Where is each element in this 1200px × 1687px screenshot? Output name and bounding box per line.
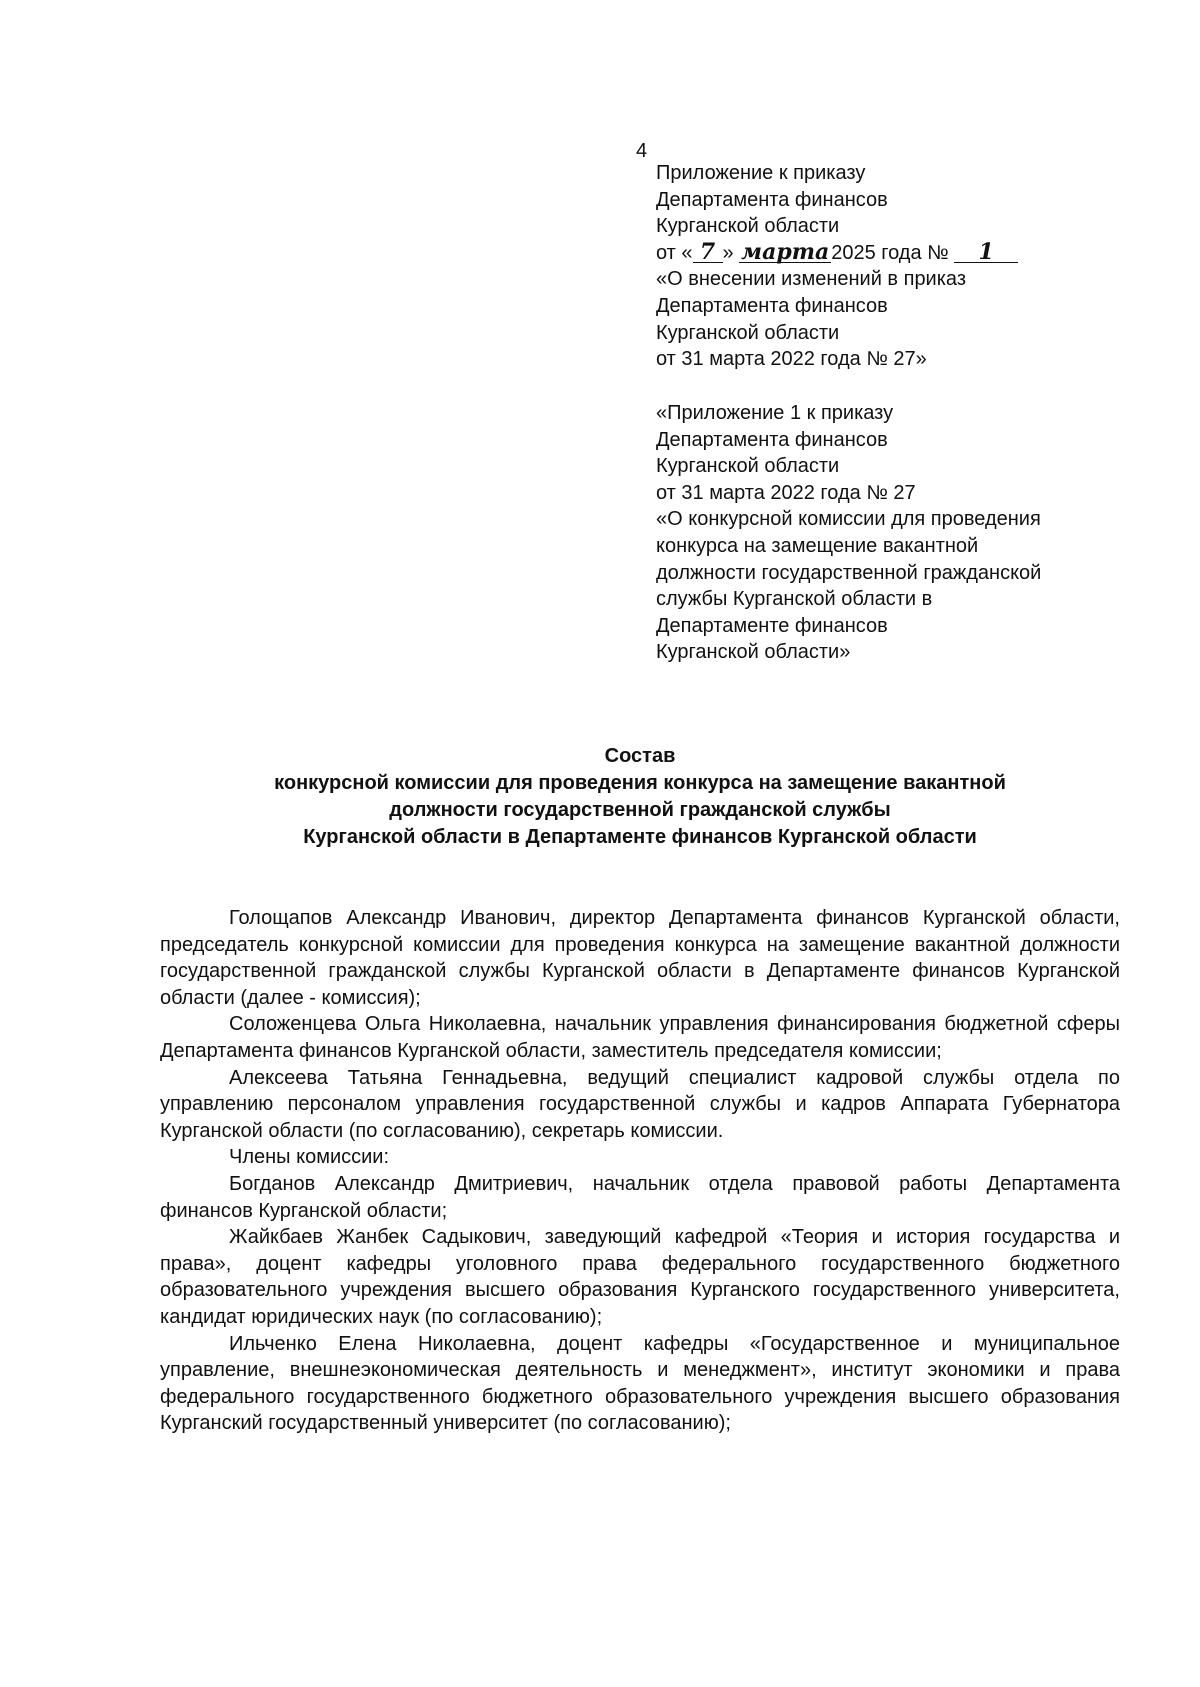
appendix-header — [656, 160, 1156, 373]
members-heading: Члены комиссии: — [229, 1146, 390, 1169]
date-mid: » — [722, 241, 734, 264]
appendix1-line: «О конкурсной комиссии для проведения — [656, 508, 1041, 531]
appendix1-header — [656, 400, 1156, 666]
commission-members — [160, 905, 1120, 1437]
appendix-title-line: от 31 марта 2022 года № 27» — [656, 348, 927, 371]
appendix1-line: Курганской области» — [656, 641, 851, 664]
appendix1-line: от 31 марта 2022 года № 27 — [656, 481, 916, 504]
member-paragraph: Жайкбаев Жанбек Садыкович, заведующий кафедрой «Теория и история государства и права», доцент кафедры уголовного права федерального государственного бюджетного образовательного учреждения высшего образования Курганского государственного университета, кандидат юридических наук (по согласованию); — [160, 1226, 1120, 1328]
date-year: 2025 года № — [831, 241, 949, 264]
appendix1-line: Департаменте финансов — [656, 614, 888, 637]
document-title — [160, 743, 1120, 851]
appendix-title-line: Департамента финансов — [656, 294, 888, 317]
appendix-line: Курганской области — [656, 215, 840, 238]
member-paragraph: Соложенцева Ольга Николаевна, начальник управления финансирования бюджетной сферы Департамента финансов Курганской области, заместитель председателя комиссии; — [160, 1013, 1120, 1062]
handwritten-order-number: 1 — [954, 242, 1018, 263]
appendix1-line: Департамента финансов — [656, 428, 888, 451]
appendix-line: Департамента финансов — [656, 188, 888, 211]
page-number: 4 — [636, 140, 648, 162]
member-paragraph: Голощапов Александр Иванович, директор Департамента финансов Курганской области, председатель конкурсной комиссии для проведения конкурса на замещение вакантной должности государственной гражданской службы Курганской области в Департаменте финансов Курганской области (далее - комиссия); — [160, 907, 1120, 1009]
appendix-title-line: Курганской области — [656, 321, 840, 344]
handwritten-month: марта — [741, 238, 830, 265]
title-line: Курганской области в Департаменте финансов Курганской области — [303, 826, 977, 848]
appendix1-line: конкурса на замещение вакантной — [656, 534, 979, 557]
appendix-title-line: «О внесении изменений в приказ — [656, 268, 966, 291]
member-paragraph: Богданов Александр Дмитриевич, начальник отдела правовой работы Департамента финансов Курганской области; — [160, 1172, 1120, 1222]
title-line: конкурсной комиссии для проведения конкурса на замещение вакантной — [274, 772, 1006, 794]
member-paragraph: Ильченко Елена Николаевна, доцент кафедры «Государственное и муниципальное управление, внешнеэкономическая деятельность и менеджмент», институт экономики и права федерального государственного бюджетного образовательного учреждения высшего образования Курганский государственный университет (по согласованию); — [160, 1332, 1120, 1435]
member-paragraph: Алексеева Татьяна Геннадьевна, ведущий специалист кадровой службы отдела по управлению персоналом управления государственной службы и кадров Аппарата Губернатора Курганской области (по согласованию), секретарь комиссии. — [160, 1066, 1120, 1142]
appendix1-line: Курганской области — [656, 455, 840, 478]
title-line: Состав — [604, 745, 676, 767]
appendix-date-line — [656, 240, 1156, 267]
appendix-line: Приложение к приказу — [656, 162, 866, 184]
handwritten-day: 7 — [693, 242, 723, 263]
appendix1-line: службы Курганской области в — [656, 588, 933, 611]
title-line: должности государственной гражданской службы — [389, 799, 891, 821]
appendix1-line: должности государственной гражданской — [656, 561, 1042, 584]
date-prefix: от « — [656, 241, 693, 264]
appendix1-line: «Приложение 1 к приказу — [656, 402, 894, 424]
